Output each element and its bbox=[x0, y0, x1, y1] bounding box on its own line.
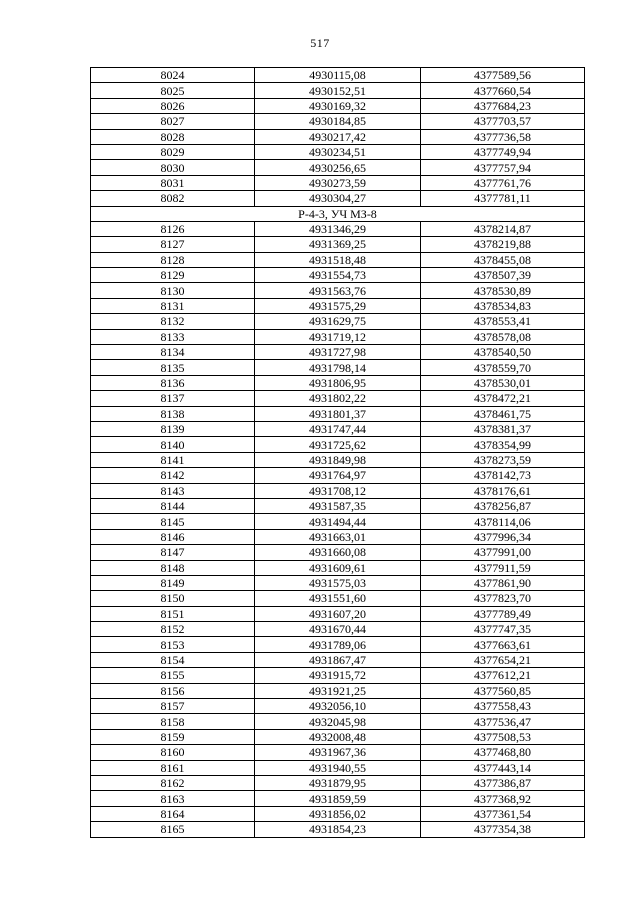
point-number-cell: 8152 bbox=[91, 622, 255, 637]
point-number-cell: 8151 bbox=[91, 606, 255, 621]
point-number-cell: 8162 bbox=[91, 775, 255, 790]
point-number-cell: 8137 bbox=[91, 391, 255, 406]
x-coordinate-cell: 4930304,27 bbox=[255, 191, 421, 206]
y-coordinate-cell: 4377589,56 bbox=[421, 68, 585, 83]
point-number-cell: 8128 bbox=[91, 252, 255, 267]
point-number-cell: 8027 bbox=[91, 114, 255, 129]
x-coordinate-cell: 4931663,01 bbox=[255, 529, 421, 544]
table-row bbox=[91, 437, 585, 452]
x-coordinate-cell: 4931854,23 bbox=[255, 822, 421, 837]
table-row bbox=[91, 129, 585, 144]
y-coordinate-cell: 4377781,11 bbox=[421, 191, 585, 206]
x-coordinate-cell: 4931494,44 bbox=[255, 514, 421, 529]
y-coordinate-cell: 4378114,06 bbox=[421, 514, 585, 529]
table-row bbox=[91, 268, 585, 283]
x-coordinate-cell: 4931915,72 bbox=[255, 668, 421, 683]
point-number-cell: 8130 bbox=[91, 283, 255, 298]
x-coordinate-cell: 4931879,95 bbox=[255, 775, 421, 790]
y-coordinate-cell: 4377749,94 bbox=[421, 144, 585, 159]
table-row bbox=[91, 98, 585, 113]
x-coordinate-cell: 4931575,29 bbox=[255, 298, 421, 313]
table-row bbox=[91, 83, 585, 98]
y-coordinate-cell: 4378455,08 bbox=[421, 252, 585, 267]
table-row bbox=[91, 791, 585, 806]
y-coordinate-cell: 4377354,38 bbox=[421, 822, 585, 837]
table-row bbox=[91, 298, 585, 313]
y-coordinate-cell: 4377508,53 bbox=[421, 729, 585, 744]
x-coordinate-cell: 4932008,48 bbox=[255, 729, 421, 744]
x-coordinate-cell: 4931747,44 bbox=[255, 421, 421, 436]
y-coordinate-cell: 4377663,61 bbox=[421, 637, 585, 652]
x-coordinate-cell: 4931798,14 bbox=[255, 360, 421, 375]
table-row bbox=[91, 452, 585, 467]
table-row bbox=[91, 252, 585, 267]
point-number-cell: 8145 bbox=[91, 514, 255, 529]
table-row bbox=[91, 637, 585, 652]
x-coordinate-cell: 4931554,73 bbox=[255, 268, 421, 283]
x-coordinate-cell: 4932045,98 bbox=[255, 714, 421, 729]
table-row bbox=[91, 160, 585, 175]
point-number-cell: 8163 bbox=[91, 791, 255, 806]
point-number-cell: 8127 bbox=[91, 237, 255, 252]
table-row bbox=[91, 822, 585, 837]
x-coordinate-cell: 4931719,12 bbox=[255, 329, 421, 344]
table-row bbox=[91, 237, 585, 252]
y-coordinate-cell: 4377612,21 bbox=[421, 668, 585, 683]
y-coordinate-cell: 4378176,61 bbox=[421, 483, 585, 498]
x-coordinate-cell: 4931856,02 bbox=[255, 806, 421, 821]
x-coordinate-cell: 4931849,98 bbox=[255, 452, 421, 467]
table-row bbox=[91, 483, 585, 498]
y-coordinate-cell: 4377558,43 bbox=[421, 699, 585, 714]
x-coordinate-cell: 4931859,59 bbox=[255, 791, 421, 806]
y-coordinate-cell: 4377560,85 bbox=[421, 683, 585, 698]
x-coordinate-cell: 4931660,08 bbox=[255, 545, 421, 560]
x-coordinate-cell: 4931708,12 bbox=[255, 483, 421, 498]
y-coordinate-cell: 4378381,37 bbox=[421, 421, 585, 436]
table-row bbox=[91, 745, 585, 760]
table-row bbox=[91, 468, 585, 483]
section-row bbox=[91, 206, 585, 221]
x-coordinate-cell: 4931940,55 bbox=[255, 760, 421, 775]
point-number-cell: 8133 bbox=[91, 329, 255, 344]
y-coordinate-cell: 4377386,87 bbox=[421, 775, 585, 790]
point-number-cell: 8164 bbox=[91, 806, 255, 821]
x-coordinate-cell: 4931609,61 bbox=[255, 560, 421, 575]
point-number-cell: 8029 bbox=[91, 144, 255, 159]
x-coordinate-cell: 4931587,35 bbox=[255, 498, 421, 513]
point-number-cell: 8028 bbox=[91, 129, 255, 144]
x-coordinate-cell: 4931764,97 bbox=[255, 468, 421, 483]
x-coordinate-cell: 4930169,32 bbox=[255, 98, 421, 113]
table-row bbox=[91, 314, 585, 329]
table-row bbox=[91, 652, 585, 667]
table-row bbox=[91, 729, 585, 744]
y-coordinate-cell: 4378530,01 bbox=[421, 375, 585, 390]
y-coordinate-cell: 4378354,99 bbox=[421, 437, 585, 452]
table-row bbox=[91, 498, 585, 513]
point-number-cell: 8135 bbox=[91, 360, 255, 375]
table-row bbox=[91, 560, 585, 575]
y-coordinate-cell: 4377368,92 bbox=[421, 791, 585, 806]
coordinates-table bbox=[90, 67, 585, 838]
y-coordinate-cell: 4378472,21 bbox=[421, 391, 585, 406]
table-row bbox=[91, 514, 585, 529]
table-row bbox=[91, 68, 585, 83]
table-row bbox=[91, 175, 585, 190]
table-row bbox=[91, 345, 585, 360]
point-number-cell: 8026 bbox=[91, 98, 255, 113]
table-row bbox=[91, 760, 585, 775]
point-number-cell: 8136 bbox=[91, 375, 255, 390]
y-coordinate-cell: 4378530,89 bbox=[421, 283, 585, 298]
point-number-cell: 8146 bbox=[91, 529, 255, 544]
y-coordinate-cell: 4377911,59 bbox=[421, 560, 585, 575]
table-row bbox=[91, 283, 585, 298]
point-number-cell: 8143 bbox=[91, 483, 255, 498]
section-row-group bbox=[91, 206, 585, 221]
section-title: Р-4-3, УЧ МЗ-8 bbox=[91, 206, 585, 221]
x-coordinate-cell: 4931802,22 bbox=[255, 391, 421, 406]
y-coordinate-cell: 4377823,70 bbox=[421, 591, 585, 606]
point-number-cell: 8025 bbox=[91, 83, 255, 98]
table-row bbox=[91, 221, 585, 236]
y-coordinate-cell: 4377536,47 bbox=[421, 714, 585, 729]
table-row bbox=[91, 375, 585, 390]
point-number-cell: 8126 bbox=[91, 221, 255, 236]
point-number-cell: 8157 bbox=[91, 699, 255, 714]
y-coordinate-cell: 4377747,35 bbox=[421, 622, 585, 637]
x-coordinate-cell: 4931727,98 bbox=[255, 345, 421, 360]
table-row bbox=[91, 591, 585, 606]
x-coordinate-cell: 4930152,51 bbox=[255, 83, 421, 98]
x-coordinate-cell: 4930273,59 bbox=[255, 175, 421, 190]
point-number-cell: 8142 bbox=[91, 468, 255, 483]
table-row bbox=[91, 622, 585, 637]
table-row bbox=[91, 699, 585, 714]
x-coordinate-cell: 4931801,37 bbox=[255, 406, 421, 421]
table-row bbox=[91, 606, 585, 621]
coordinates-table-body-bottom bbox=[91, 221, 585, 837]
point-number-cell: 8165 bbox=[91, 822, 255, 837]
y-coordinate-cell: 4378559,70 bbox=[421, 360, 585, 375]
y-coordinate-cell: 4377654,21 bbox=[421, 652, 585, 667]
x-coordinate-cell: 4931967,36 bbox=[255, 745, 421, 760]
x-coordinate-cell: 4930184,85 bbox=[255, 114, 421, 129]
table-row bbox=[91, 191, 585, 206]
y-coordinate-cell: 4378578,08 bbox=[421, 329, 585, 344]
point-number-cell: 8147 bbox=[91, 545, 255, 560]
y-coordinate-cell: 4377660,54 bbox=[421, 83, 585, 98]
point-number-cell: 8161 bbox=[91, 760, 255, 775]
x-coordinate-cell: 4931607,20 bbox=[255, 606, 421, 621]
table-row bbox=[91, 545, 585, 560]
y-coordinate-cell: 4377991,00 bbox=[421, 545, 585, 560]
point-number-cell: 8150 bbox=[91, 591, 255, 606]
x-coordinate-cell: 4930115,08 bbox=[255, 68, 421, 83]
x-coordinate-cell: 4931670,44 bbox=[255, 622, 421, 637]
y-coordinate-cell: 4378540,50 bbox=[421, 345, 585, 360]
x-coordinate-cell: 4931629,75 bbox=[255, 314, 421, 329]
y-coordinate-cell: 4377736,58 bbox=[421, 129, 585, 144]
point-number-cell: 8132 bbox=[91, 314, 255, 329]
y-coordinate-cell: 4377761,76 bbox=[421, 175, 585, 190]
x-coordinate-cell: 4930256,65 bbox=[255, 160, 421, 175]
x-coordinate-cell: 4931563,76 bbox=[255, 283, 421, 298]
y-coordinate-cell: 4377361,54 bbox=[421, 806, 585, 821]
point-number-cell: 8031 bbox=[91, 175, 255, 190]
point-number-cell: 8155 bbox=[91, 668, 255, 683]
table-row bbox=[91, 668, 585, 683]
table-row bbox=[91, 529, 585, 544]
point-number-cell: 8129 bbox=[91, 268, 255, 283]
point-number-cell: 8158 bbox=[91, 714, 255, 729]
table-row bbox=[91, 421, 585, 436]
point-number-cell: 8131 bbox=[91, 298, 255, 313]
point-number-cell: 8139 bbox=[91, 421, 255, 436]
point-number-cell: 8140 bbox=[91, 437, 255, 452]
y-coordinate-cell: 4378219,88 bbox=[421, 237, 585, 252]
x-coordinate-cell: 4931806,95 bbox=[255, 375, 421, 390]
x-coordinate-cell: 4932056,10 bbox=[255, 699, 421, 714]
table-row bbox=[91, 406, 585, 421]
coordinates-table-body-top bbox=[91, 68, 585, 207]
y-coordinate-cell: 4378273,59 bbox=[421, 452, 585, 467]
page-number: 517 bbox=[310, 36, 330, 50]
table-row bbox=[91, 360, 585, 375]
table-row bbox=[91, 806, 585, 821]
y-coordinate-cell: 4378507,39 bbox=[421, 268, 585, 283]
y-coordinate-cell: 4378142,73 bbox=[421, 468, 585, 483]
y-coordinate-cell: 4378214,87 bbox=[421, 221, 585, 236]
point-number-cell: 8141 bbox=[91, 452, 255, 467]
table-row bbox=[91, 683, 585, 698]
point-number-cell: 8159 bbox=[91, 729, 255, 744]
x-coordinate-cell: 4930217,42 bbox=[255, 129, 421, 144]
y-coordinate-cell: 4377684,23 bbox=[421, 98, 585, 113]
table-row bbox=[91, 775, 585, 790]
table-row bbox=[91, 714, 585, 729]
x-coordinate-cell: 4931551,60 bbox=[255, 591, 421, 606]
y-coordinate-cell: 4377703,57 bbox=[421, 114, 585, 129]
x-coordinate-cell: 4931346,29 bbox=[255, 221, 421, 236]
y-coordinate-cell: 4378553,41 bbox=[421, 314, 585, 329]
point-number-cell: 8144 bbox=[91, 498, 255, 513]
point-number-cell: 8134 bbox=[91, 345, 255, 360]
x-coordinate-cell: 4931369,25 bbox=[255, 237, 421, 252]
x-coordinate-cell: 4931789,06 bbox=[255, 637, 421, 652]
y-coordinate-cell: 4377468,80 bbox=[421, 745, 585, 760]
point-number-cell: 8149 bbox=[91, 575, 255, 590]
x-coordinate-cell: 4931921,25 bbox=[255, 683, 421, 698]
point-number-cell: 8160 bbox=[91, 745, 255, 760]
point-number-cell: 8148 bbox=[91, 560, 255, 575]
x-coordinate-cell: 4931725,62 bbox=[255, 437, 421, 452]
y-coordinate-cell: 4377996,34 bbox=[421, 529, 585, 544]
point-number-cell: 8138 bbox=[91, 406, 255, 421]
table-row bbox=[91, 391, 585, 406]
point-number-cell: 8082 bbox=[91, 191, 255, 206]
table-row bbox=[91, 114, 585, 129]
table-row bbox=[91, 575, 585, 590]
point-number-cell: 8024 bbox=[91, 68, 255, 83]
x-coordinate-cell: 4931518,48 bbox=[255, 252, 421, 267]
y-coordinate-cell: 4378256,87 bbox=[421, 498, 585, 513]
y-coordinate-cell: 4377443,14 bbox=[421, 760, 585, 775]
point-number-cell: 8156 bbox=[91, 683, 255, 698]
x-coordinate-cell: 4931575,03 bbox=[255, 575, 421, 590]
point-number-cell: 8030 bbox=[91, 160, 255, 175]
table-row bbox=[91, 329, 585, 344]
x-coordinate-cell: 4931867,47 bbox=[255, 652, 421, 667]
y-coordinate-cell: 4378461,75 bbox=[421, 406, 585, 421]
y-coordinate-cell: 4377757,94 bbox=[421, 160, 585, 175]
table-row bbox=[91, 144, 585, 159]
point-number-cell: 8153 bbox=[91, 637, 255, 652]
y-coordinate-cell: 4378534,83 bbox=[421, 298, 585, 313]
point-number-cell: 8154 bbox=[91, 652, 255, 667]
y-coordinate-cell: 4377861,90 bbox=[421, 575, 585, 590]
x-coordinate-cell: 4930234,51 bbox=[255, 144, 421, 159]
y-coordinate-cell: 4377789,49 bbox=[421, 606, 585, 621]
